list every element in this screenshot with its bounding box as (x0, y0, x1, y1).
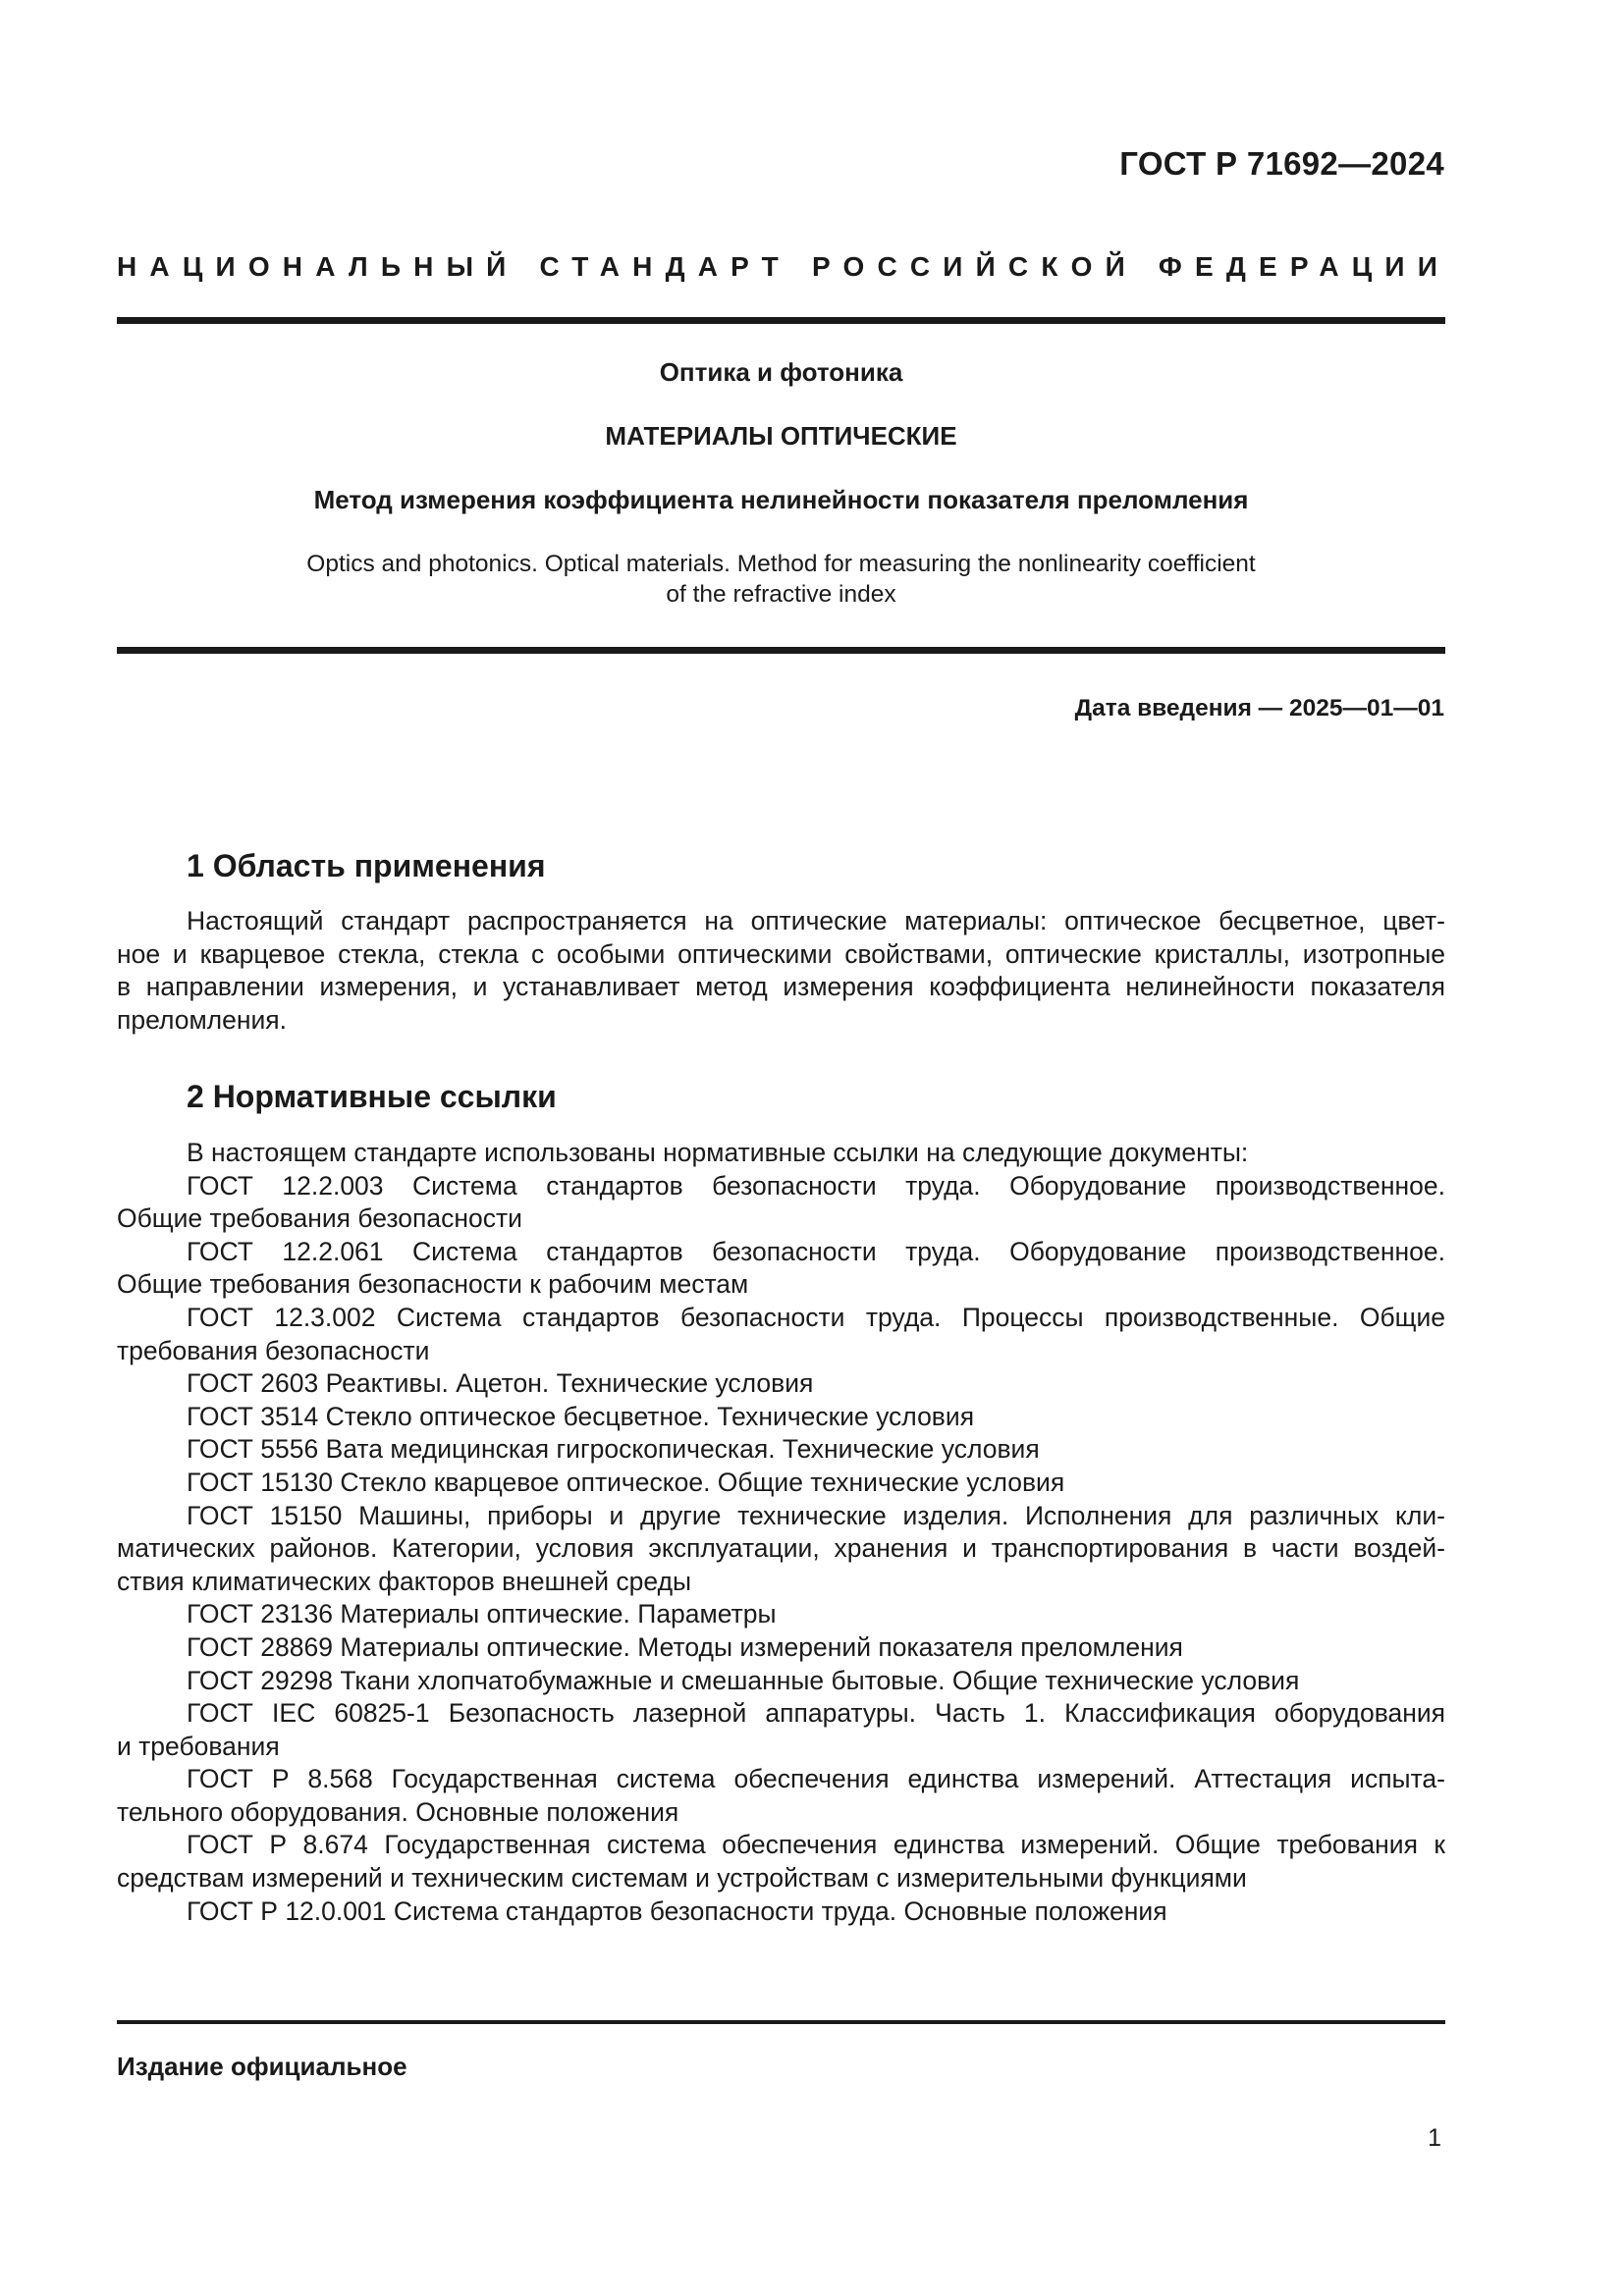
reference-line: ГОСТ 23136 Материалы оптические. Параметры (187, 1599, 777, 1629)
reference-line: ГОСТ Р 8.674 Государственная система обеспечения единства измерений. Общие требования к (187, 1830, 1445, 1860)
reference-line: ГОСТ 2603 Реактивы. Ацетон. Технические условия (187, 1368, 814, 1399)
text-line: Настоящий стандарт распространяется на оптические материалы: оптическое бесцветное, цвет- (187, 906, 1445, 935)
text-line: в направлении измерения, и устанавливает метод измерения коэффициента нелинейности показателя (117, 972, 1445, 1002)
reference-line: Общие требования безопасности (117, 1203, 522, 1234)
title-domain: Оптика и фотоника (659, 357, 903, 387)
top-rule (117, 317, 1445, 324)
footer-rule (117, 2020, 1445, 2024)
reference-line: ГОСТ 28869 Материалы оптические. Методы измерений показателя преломления (187, 1631, 1183, 1662)
standard-code: ГОСТ Р 71692—2024 (1119, 145, 1444, 182)
reference-line: ГОСТ 12.2.061 Система стандартов безопасности труда. Оборудование производственное. (187, 1236, 1445, 1266)
section-2-title: 2 Нормативные ссылки (187, 1079, 557, 1114)
reference-line: тельного оборудования. Основные положения (117, 1796, 679, 1827)
reference-line: Общие требования безопасности к рабочим местам (117, 1269, 749, 1300)
reference-line: ГОСТ 15150 Машины, приборы и другие технические изделия. Исполнения для различных кли- (187, 1500, 1445, 1530)
reference-line: и требования (117, 1731, 280, 1761)
reference-line: ГОСТ Р 8.568 Государственная система обеспечения единства измерений. Аттестация испыта- (187, 1764, 1445, 1794)
title-bottom-rule (117, 647, 1445, 654)
section-2-body (117, 1137, 1445, 1928)
reference-line: средствам измерений и техническим системам и устройствам с измерительными функциями (117, 1863, 1247, 1894)
reference-line: ГОСТ 29298 Ткани хлопчатобумажные и смешанные бытовые. Общие технические условия (187, 1665, 1300, 1695)
introduction-date: Дата введения — 2025—01—01 (1074, 695, 1444, 721)
text-line: преломления. (117, 1004, 288, 1035)
title-english-line-2: of the refractive index (666, 581, 896, 608)
national-standard-heading: НАЦИОНАЛЬНЫЙ СТАНДАРТ РОССИЙСКОЙ ФЕДЕРАЦИИ (117, 251, 1451, 282)
section-1-title: 1 Область применения (187, 848, 546, 883)
reference-line: ГОСТ 3514 Стекло оптическое бесцветное. Технические условия (187, 1401, 975, 1431)
title-method: Метод измерения коэффициента нелинейности показателя преломления (313, 485, 1249, 514)
page-number: 1 (1428, 2124, 1441, 2152)
reference-line: ГОСТ 15130 Стекло кварцевое оптическое. Общие технические условия (187, 1467, 1065, 1497)
text-line: В настоящем стандарте использованы нормативные ссылки на следующие документы: (187, 1138, 1249, 1167)
reference-line: требования безопасности (117, 1335, 430, 1365)
reference-line: ГОСТ 12.2.003 Система стандартов безопасности труда. Оборудование производственное. (187, 1170, 1445, 1201)
reference-line: ствия климатических факторов внешней среды (117, 1566, 692, 1596)
reference-line: ГОСТ 12.3.002 Система стандартов безопасности труда. Процессы производственные. Общие (187, 1302, 1445, 1332)
official-edition-label: Издание официальное (117, 2052, 407, 2081)
reference-line: ГОСТ Р 12.0.001 Система стандартов безопасности труда. Основные положения (187, 1896, 1167, 1926)
reference-line: ГОСТ 5556 Вата медицинская гигроскопическая. Технические условия (187, 1434, 1040, 1465)
title-main: МАТЕРИАЛЫ ОПТИЧЕСКИЕ (605, 421, 957, 451)
reference-line: ГОСТ IEC 60825-1 Безопасность лазерной аппаратуры. Часть 1. Классификация оборудования (187, 1698, 1445, 1729)
text-line: ное и кварцевое стекла, стекла с особыми оптическими свойствами, оптические кристаллы, изотропные (117, 938, 1445, 969)
title-english-line-1: Optics and photonics. Optical materials. Method for measuring the nonlinearity coefficient (306, 551, 1256, 577)
section-1-body (117, 905, 1445, 1037)
reference-line: матических районов. Категории, условия эксплуатации, хранения и транспортирования в части воздей- (117, 1533, 1445, 1564)
